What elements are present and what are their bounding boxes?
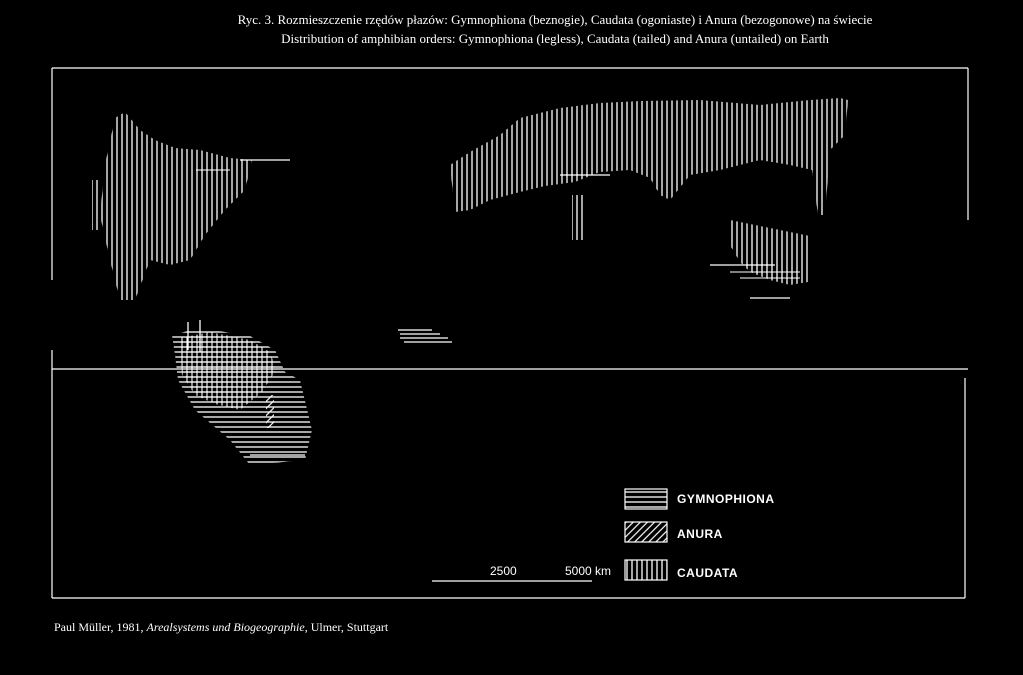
legend-swatch-anura [625, 522, 667, 542]
source-publisher: , Ulmer, Stuttgart [304, 620, 389, 634]
caudata-southeast-asia [710, 220, 810, 298]
source-citation [54, 620, 388, 635]
legend-swatch-gymnophiona [625, 489, 667, 509]
mixed-south-america [172, 320, 312, 465]
caudata-north-america [92, 112, 290, 300]
legend-swatch-caudata [625, 560, 667, 580]
scale-label-5000: 5000 km [565, 564, 612, 578]
caption-english: Distribution of amphibian orders: Gymnophiona (legless), Caudata (tailed) and Anura (untailed) on Earth [281, 31, 829, 46]
legend-label-gymnophiona: GYMNOPHIONA [677, 492, 775, 506]
caption-polish: Ryc. 3. Rozmieszczenie rzędów płazów: Gymnophiona (beznogie), Caudata (ogoniaste) i Anura (bezogonowe) na świecie [237, 12, 873, 27]
source-title: Arealsystems und Biogeographie [146, 620, 305, 634]
gymnophiona-africa [398, 330, 452, 342]
legend-label-caudata: CAUDATA [677, 566, 739, 580]
caudata-eurasia [450, 98, 848, 240]
source-author: Paul Müller, 1981, [54, 620, 147, 634]
scale-label-2500: 2500 [490, 564, 517, 578]
legend-label-anura: ANURA [677, 527, 723, 541]
